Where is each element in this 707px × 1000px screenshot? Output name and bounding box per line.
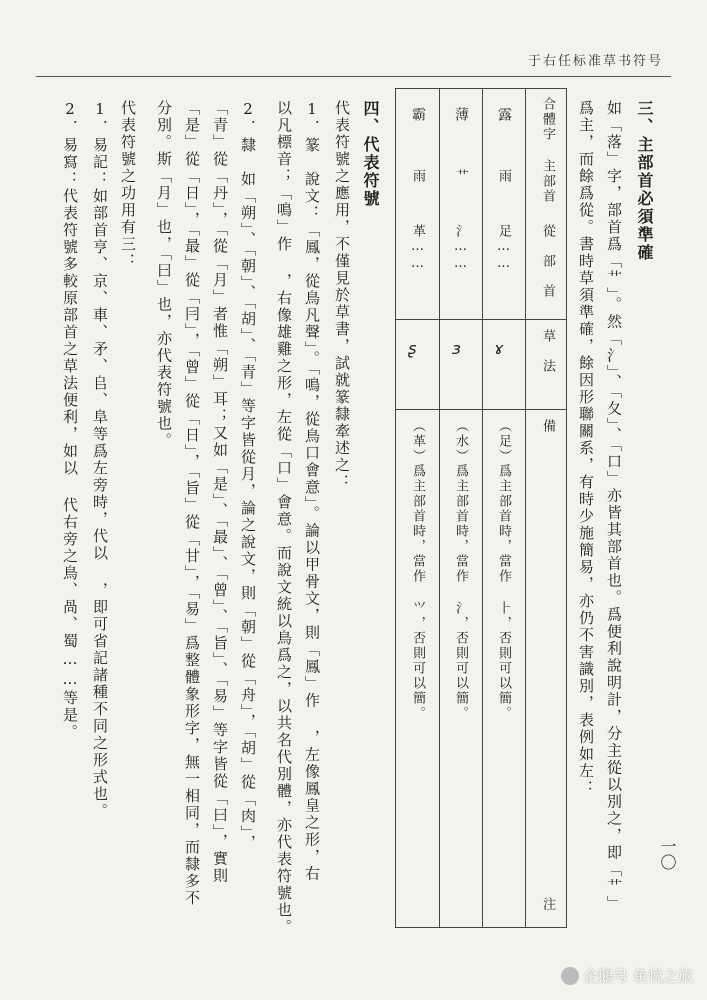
table-header-cursive: 草 法	[540, 329, 555, 374]
table-header-main-radical: 主部首	[540, 159, 555, 204]
header-rule	[36, 76, 671, 77]
section4-intro: 代表符號之應用，不僅見於草書，試就篆隸牽述之：	[333, 100, 351, 491]
watermark	[561, 965, 693, 986]
table-row-note: （水）爲主部首時，當作 氵，否則可以簡。	[453, 419, 468, 721]
table-header-sub-radical: 從 部 首	[540, 224, 555, 299]
table-header-compound: 合體字	[540, 97, 555, 142]
table-column-line	[482, 89, 483, 927]
table-column-line	[439, 89, 440, 927]
table-row-char: 薄	[453, 107, 469, 123]
section4-use-2: 2．易寫：代表符號多較原部首之草法便利，如以 代右旁之鳥、咼、蜀……等是。	[61, 100, 79, 741]
penguin-logo-icon	[561, 967, 579, 985]
section3-line-1: 如「落」字，部首爲「艹」。然「氵」、「夂」、「口」亦皆其部首也。爲便利說明計，分主從以別之，即「艹」	[605, 100, 623, 913]
cursive-glyph-icon: ʂ	[408, 339, 417, 358]
cursive-glyph-icon: ɤ	[494, 339, 504, 358]
section4-heading: 四、代表符號	[361, 100, 380, 208]
section4-item-2: 以凡標音；「鳴」作 ，右像雄雞之形，左從「口」會意。而說文統以鳥爲之，以共名代別體，亦代表符號也。	[275, 100, 293, 936]
section4-item-1: 1．篆 說文：「鳳，從鳥凡聲」。「鳴，從鳥口會意」。論以甲骨文，則「鳳」作 ，左像鳳皇之形，右	[303, 100, 321, 883]
table-column-line	[525, 89, 526, 927]
table-header-remark: 備	[540, 419, 555, 434]
table-row-main: 雨	[410, 169, 425, 184]
section4-use-1: 1．易記：如部首亨、京、車、矛、𠂤、阜等爲左旁時，代以 ，即可省記諸種不同之形式也。	[91, 100, 109, 820]
table-row-sub: 足……	[496, 224, 511, 273]
running-title: 于右任标准草书符号	[527, 54, 663, 69]
table-header-note: 注	[540, 897, 555, 912]
table-row-sub: 氵……	[453, 224, 468, 273]
table-divider	[396, 319, 566, 320]
table-row-note: （足）爲主部首時，當作 ⺊，否則可以簡。	[496, 419, 511, 721]
section4-item-3: 2．隸 如「朔」、「朝」、「胡」、「青」等字皆從月，論之說文，則「朝」從「舟」，「胡」從「肉」，	[239, 100, 257, 852]
table-row-char: 霸	[410, 107, 426, 123]
radical-table	[395, 88, 567, 928]
section4-item-4: 「青」從「丹」，「從「月」者惟「朔」耳；又如「是」、「最」、「曾」、「旨」、「易」等字皆從「曰」，實則	[211, 100, 229, 885]
table-row-sub: 革……	[410, 224, 425, 273]
page-number: 一〇	[658, 838, 677, 870]
table-row-main: 艹	[453, 169, 468, 184]
section4-uses-intro: 代表符號之功用有三：	[119, 100, 137, 270]
section4-item-6: 分別。斯「月」也，「曰」也，亦代表符號也。	[155, 100, 173, 450]
cursive-glyph-icon: ɜ	[452, 339, 461, 358]
table-row-main: 雨	[496, 169, 511, 184]
section3-line-2: 爲主，而餘爲從。書時草須準確，餘因形聯關系，有時少施簡易，亦仍不害識別，表例如左：	[577, 100, 595, 797]
section4-item-5: 「是」從「日」，「最」從「冃」，「曾」從「日」，「旨」從「甘」，「易」爲整體象形字，無一相同，而隸多不	[183, 100, 201, 907]
section3-heading: 三、主部首必須準確	[635, 100, 654, 262]
table-row-char: 露	[496, 107, 512, 123]
table-row-note: （革）爲主部首時，當作 ⺍，否則可以簡。	[410, 419, 425, 721]
table-divider	[396, 409, 566, 410]
watermark-text: 企鵝号 鱼悦之旅	[583, 967, 693, 985]
